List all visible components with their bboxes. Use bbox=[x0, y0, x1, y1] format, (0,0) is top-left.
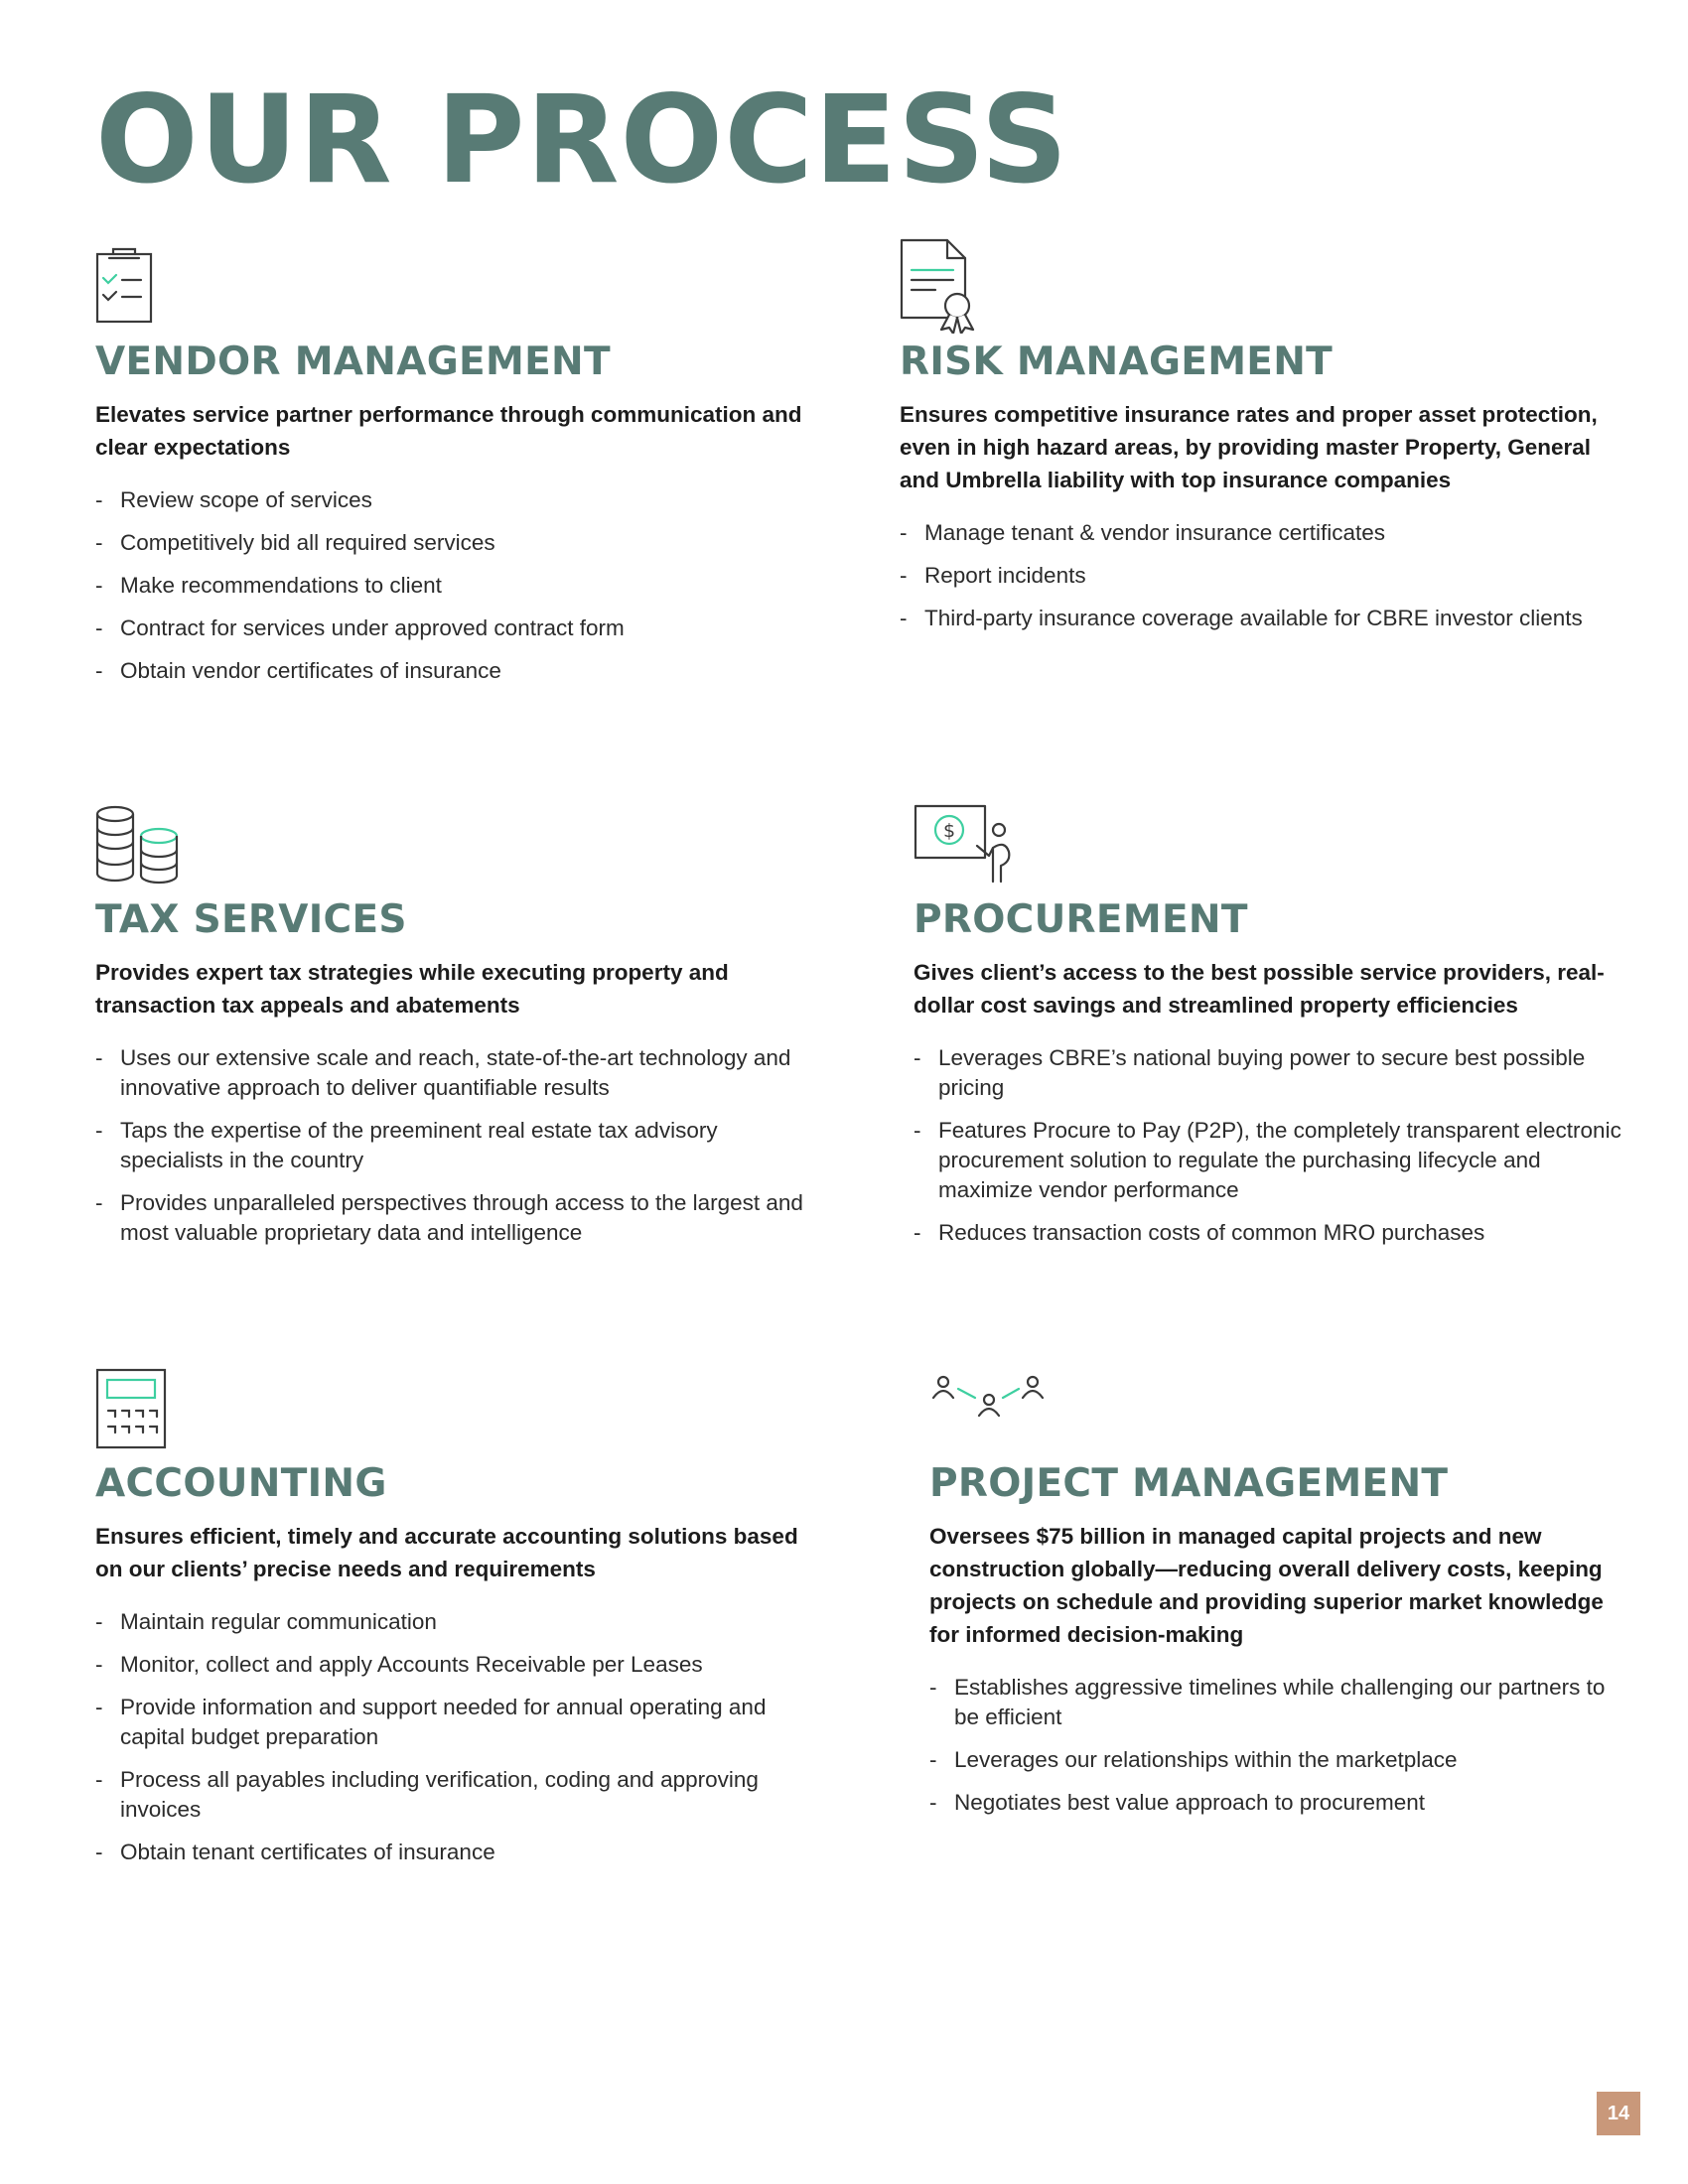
list-item: - Maintain regular communication bbox=[95, 1607, 810, 1637]
section-lead: Provides expert tax strategies while executing property and transaction tax appeals and abatements bbox=[95, 959, 729, 1018]
bullet-list bbox=[914, 1043, 1628, 1248]
section-procurement bbox=[914, 804, 1628, 1261]
section-title: PROCUREMENT bbox=[914, 897, 1248, 942]
list-item: - Leverages CBRE’s national buying power to secure best possible pricing bbox=[914, 1043, 1628, 1103]
section-lead: Oversees $75 billion in managed capital projects and new construction globally—reducing overall delivery costs, keeping projects on schedule and providing superior market knowledge for informed decision-making bbox=[929, 1523, 1604, 1647]
list-item: - Process all payables including verification, coding and approving invoices bbox=[95, 1765, 810, 1825]
section-title: VENDOR MANAGEMENT bbox=[95, 340, 611, 384]
presenter-dollar-board-icon bbox=[914, 804, 1628, 899]
section-accounting bbox=[95, 1368, 810, 1880]
section-vendor-management bbox=[95, 246, 810, 699]
list-item: - Review scope of services bbox=[95, 485, 810, 515]
certificate-document-icon bbox=[900, 238, 1634, 341]
bullet-list bbox=[929, 1673, 1634, 1818]
list-item: - Provide information and support needed for annual operating and capital budget preparation bbox=[95, 1693, 810, 1752]
section-title: ACCOUNTING bbox=[95, 1461, 387, 1506]
calculator-icon bbox=[95, 1368, 810, 1463]
coin-stacks-icon bbox=[95, 804, 810, 899]
page-title: OUR PROCESS bbox=[95, 69, 1069, 210]
list-item: - Obtain tenant certificates of insurance bbox=[95, 1838, 810, 1867]
section-tax-services bbox=[95, 804, 810, 1261]
bullet-list bbox=[95, 485, 810, 686]
list-item: - Uses our extensive scale and reach, state-of-the-art technology and innovative approach to deliver quantifiable results bbox=[95, 1043, 810, 1103]
section-lead: Gives client’s access to the best possible service providers, real-dollar cost savings and streamlined property efficiencies bbox=[914, 959, 1605, 1018]
list-item: - Contract for services under approved contract form bbox=[95, 614, 810, 643]
section-lead: Elevates service partner performance through communication and clear expectations bbox=[95, 401, 802, 460]
section-risk-management bbox=[900, 238, 1634, 646]
list-item: - Establishes aggressive timelines while challenging our partners to be efficient bbox=[929, 1673, 1634, 1732]
section-title: TAX SERVICES bbox=[95, 897, 407, 942]
svg-text:$: $ bbox=[942, 820, 956, 842]
list-item: - Provides unparalleled perspectives through access to the largest and most valuable proprietary data and intelligence bbox=[95, 1188, 810, 1248]
page-number-badge: 14 bbox=[1597, 2092, 1640, 2135]
clipboard-checklist-icon bbox=[95, 246, 810, 341]
list-item: - Third-party insurance coverage available for CBRE investor clients bbox=[900, 604, 1634, 633]
list-item: - Obtain vendor certificates of insurance bbox=[95, 656, 810, 686]
list-item: - Monitor, collect and apply Accounts Receivable per Leases bbox=[95, 1650, 810, 1680]
people-network-icon bbox=[929, 1368, 1634, 1463]
section-lead: Ensures efficient, timely and accurate accounting solutions based on our clients’ precise needs and requirements bbox=[95, 1523, 798, 1581]
list-item: - Features Procure to Pay (P2P), the completely transparent electronic procurement solution to regulate the purchasing lifecycle and maximize vendor performance bbox=[914, 1116, 1628, 1205]
bullet-list bbox=[95, 1607, 810, 1867]
section-lead: Ensures competitive insurance rates and proper asset protection, even in high hazard areas, by providing master Property, General and Umbrella liability with top insurance companies bbox=[900, 401, 1598, 492]
list-item: - Leverages our relationships within the marketplace bbox=[929, 1745, 1634, 1775]
list-item: - Manage tenant & vendor insurance certificates bbox=[900, 518, 1634, 548]
list-item: - Negotiates best value approach to procurement bbox=[929, 1788, 1634, 1818]
bullet-list bbox=[95, 1043, 810, 1248]
list-item: - Reduces transaction costs of common MRO purchases bbox=[914, 1218, 1628, 1248]
section-title: RISK MANAGEMENT bbox=[900, 340, 1334, 384]
list-item: - Make recommendations to client bbox=[95, 571, 810, 601]
section-project-management bbox=[929, 1368, 1634, 1831]
list-item: - Taps the expertise of the preeminent real estate tax advisory specialists in the country bbox=[95, 1116, 810, 1175]
bullet-list bbox=[900, 518, 1634, 633]
list-item: - Report incidents bbox=[900, 561, 1634, 591]
section-title: PROJECT MANAGEMENT bbox=[929, 1461, 1449, 1506]
list-item: - Competitively bid all required services bbox=[95, 528, 810, 558]
